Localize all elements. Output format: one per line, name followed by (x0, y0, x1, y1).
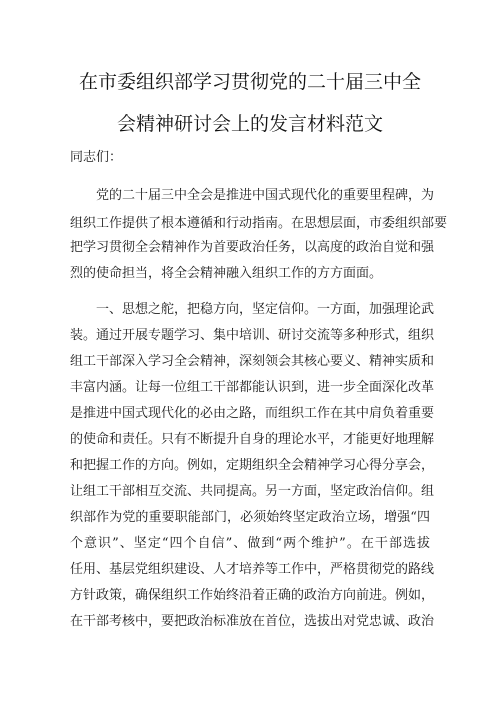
paragraph-2-line: 和把握工作的方向。例如，定期组织全会精神学习心得分享会， (70, 458, 435, 473)
paragraph-2-line: 是推进中国式现代化的必由之路，而组织工作在其中肩负着重要 (70, 406, 435, 421)
paragraph-2-line: 组工干部深入学习全会精神，深刻领会其核心要义、精神实质和 (70, 354, 435, 369)
paragraph-2-line: 织部作为党的重要职能部门，必须始终坚定政治立场，增强“四 (70, 510, 430, 525)
paragraph-2-line: 在干部考核中，要把政治标准放在首位，选拔出对党忠诚、政治 (70, 614, 435, 629)
document-title-line-2: 会精神研讨会上的发言材料范文 (116, 113, 383, 135)
paragraph-2-line: 个意识”、坚定“四个自信”、做到“两个维护”。在干部选拔 (70, 536, 430, 551)
document-title-line-1: 在市委组织部学习贯彻党的二十届三中全 (78, 71, 421, 93)
paragraph-1-line: 把学习贯彻全会精神作为首要政治任务，以高度的政治自觉和强 (70, 240, 435, 255)
paragraph-1-line: 组织工作提供了根本遵循和行动指南。在思想层面，市委组织部要 (70, 216, 448, 231)
paragraph-2-line: 任用、基层党组织建设、人才培养等工作中，严格贯彻党的路线 (70, 562, 435, 577)
paragraph-2-line: 方针政策，确保组织工作始终沿着正确的政治方向前进。例如， (70, 588, 435, 603)
paragraph-2-line: 装。通过开展专题学习、集中培训、研讨交流等多种形式，组织 (70, 328, 435, 343)
paragraph-1-line: 烈的使命担当，将全会精神融入组织工作的方方面面。 (70, 266, 383, 281)
salutation: 同志们： (70, 150, 123, 165)
paragraph-1-line: 党的二十届三中全会是推进中国式现代化的重要里程碑，为 (96, 188, 435, 203)
paragraph-2-line: 的使命和责任。只有不断提升自身的理论水平，才能更好地理解 (70, 432, 435, 447)
paragraph-2-line: 丰富内涵。让每一位组工干部都能认识到，进一步全面深化改革 (70, 380, 435, 395)
paragraph-2-line: 让组工干部相互交流、共同提高。另一方面，坚定政治信仰。组 (70, 484, 435, 499)
paragraph-2-line: 一、思想之舵，把稳方向，坚定信仰。一方面，加强理论武 (96, 302, 435, 317)
